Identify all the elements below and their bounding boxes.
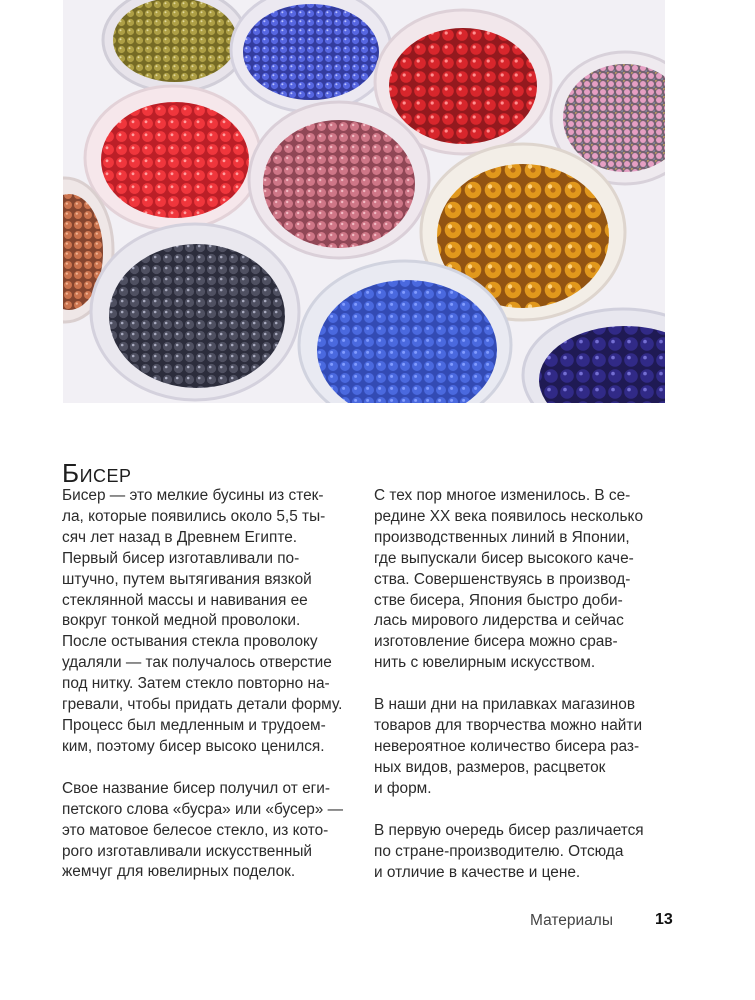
left-column xyxy=(62,486,358,904)
paragraph: С тех пор многое изменилось. В се- редине XX века появилось несколько производственных линий в Японии, где выпускали бисер высокого каче- ства. Совершенствуясь в производ- стве бисера, Япония быстро доби- лась мирового лидерства и сейчас изготовление бисера можно срав- нить с ювелирным искусством. xyxy=(374,487,644,672)
article-title: Бисер xyxy=(62,457,132,488)
paragraph: Свое название бисер получил от еги- петского слова «бусра» или «бусер» — это матовое белесое стекло, из кото- рого изготавливали искусственный жемчуг для ювелирных поделок. xyxy=(62,779,344,881)
paragraph: В первую очередь бисер различается по стране-производителю. Отсюда и отличие в качестве и цене. xyxy=(374,821,644,881)
right-column xyxy=(374,486,670,904)
paragraph: В наши дни на прилавках магазинов товаров для творчества можно найти невероятное количество бисера раз- ных видов, размеров, расцветок и форм. xyxy=(374,696,643,797)
page-number: 13 xyxy=(655,911,673,928)
beads-photo xyxy=(63,0,665,403)
paragraph: Бисер — это мелкие бусины из стек- ла, которые появились около 5,5 ты- сяч лет назад в Древнем Египте. Первый бисер изготавливали по- штучно, путем вытягивания вязкой стеклянной массы и навивания ее вокруг тонкой медной проволоки. После остывания стекла проволоку удаляли — так получалось отверстие под нитку. Затем стекло повторно на- гревали, чтобы придать детали форму. Процесс был медленным и трудоем- ким, поэтому бисер высоко ценился. xyxy=(62,487,343,755)
running-footer-section: Материалы xyxy=(530,912,613,929)
